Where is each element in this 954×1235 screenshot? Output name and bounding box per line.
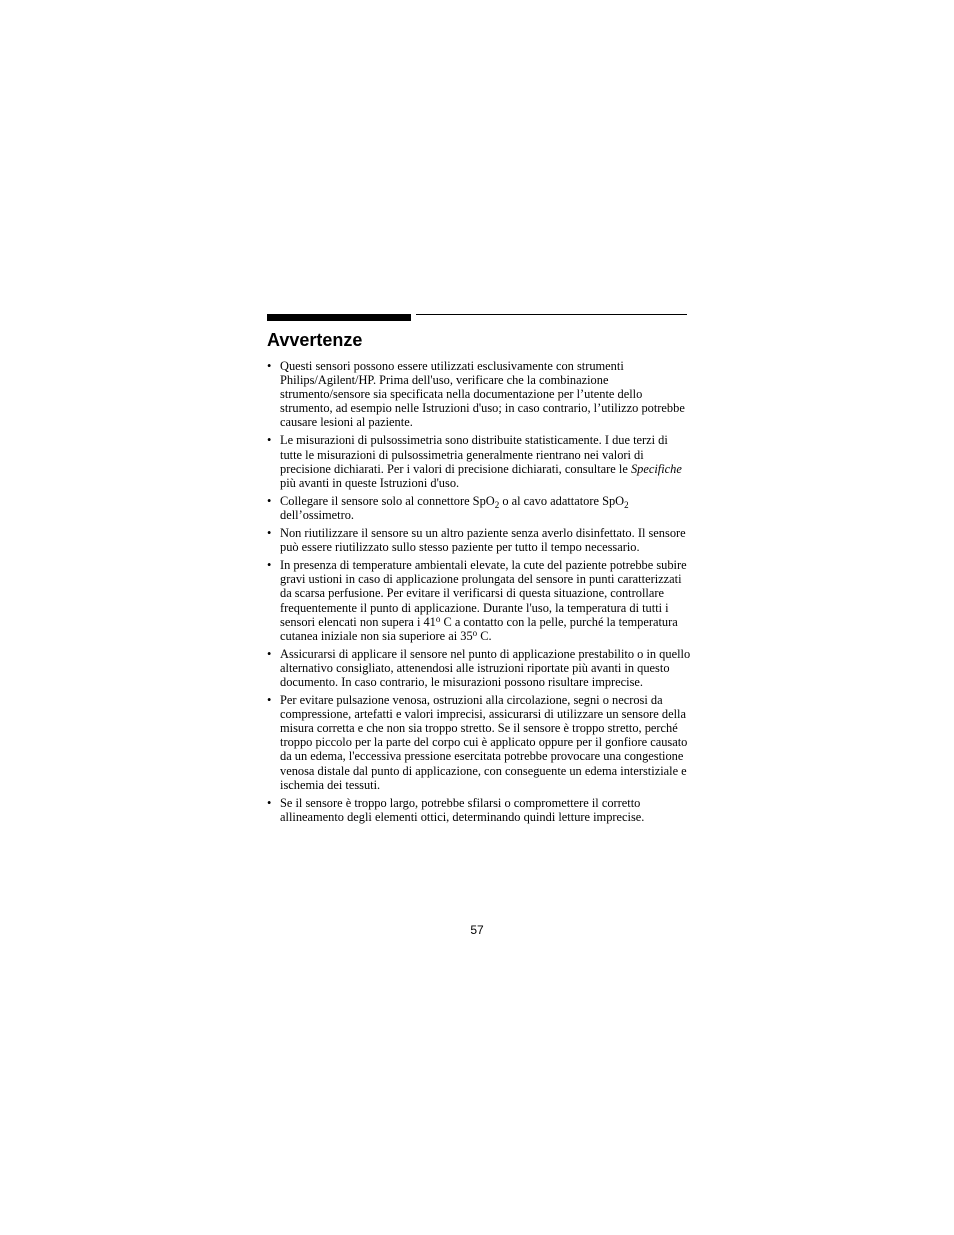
list-item: • Non riutilizzare il sensore su un altro paziente senza averlo disinfettato. Il sensore può essere riutilizzato sullo stesso paziente per tutto il tempo necessario.	[267, 526, 692, 554]
warnings-list	[267, 359, 692, 828]
item-text: o al cavo adattatore SpO	[499, 493, 625, 508]
list-item: • Se il sensore è troppo largo, potrebbe sfilarsi o compromettere il corretto allineamento degli elementi ottici, determinando quindi letture imprecise.	[267, 796, 692, 824]
item-emphasis: Specifiche	[630, 461, 682, 476]
list-item: • Per evitare pulsazione venosa, ostruzioni alla circolazione, segni o necrosi da compressione, artefatti e valori imprecisi, assicurarsi di utilizzare un sensore della misura corretta e che non sia troppo stretto. Se il sensore è troppo stretto, perché troppo piccolo per la parte del corpo cui è applicato oppure per il gonfiore causato da un edema, l'eccessiva pressione esercitata potrebbe provocare una congestione venosa distale dal punto di applicazione, con conseguente un edema interstiziale e ischemia dei tessuti.	[267, 693, 692, 792]
list-item	[267, 433, 692, 489]
item-text: C.	[477, 628, 492, 643]
superscript: o	[472, 627, 478, 638]
item-text: più avanti in queste Istruzioni d'uso.	[280, 475, 460, 490]
item-text: In presenza di temperature ambientali elevate, la cute del paziente potrebbe subire gravi ustioni in caso di applicazione prolungata del sensore in punti caratterizzati da scarsa perfusione. Per evitare il verificarsi di questa situazione, controllare frequentemente il punto di applicazione. Durante l'uso, la temperatura di tutti i sensori elencati non supera i 41	[280, 558, 687, 629]
heading-rule-thick	[267, 314, 411, 321]
item-text: Le misurazioni di pulsossimetria sono distribuite statisticamente. I due terzi di tutte le misurazioni di pulsossimetria generalmente rientrano nei valori di precisione dichiarati. Per i valori di precisione dichiarati, consultare le	[280, 433, 668, 476]
superscript: o	[435, 613, 441, 624]
item-text: dell’ossimetro.	[280, 507, 354, 522]
heading-rule-thin	[416, 314, 687, 315]
subscript: 2	[494, 499, 500, 510]
list-item: • Questi sensori possono essere utilizzati esclusivamente con strumenti Philips/Agilent/HP. Prima dell'uso, verificare che la combinazione strumento/sensore sia specificata nella documentazione per l’utente dello strumento, ad esempio nelle Istruzioni d'uso; in caso contrario, l’utilizzo potrebbe causare lesioni al paziente.	[267, 359, 692, 429]
item-text: C a contatto con la pelle, purché la temperatura cutanea iniziale non sia superiore ai 35	[280, 614, 678, 643]
list-item: • Assicurarsi di applicare il sensore nel punto di applicazione prestabilito o in quello alternativo consigliato, attenendosi alle istruzioni riportate più avanti in questo documento. In caso contrario, le misurazioni possono risultare imprecise.	[267, 647, 692, 689]
subscript: 2	[624, 499, 629, 510]
list-item	[267, 494, 692, 522]
page-number: 57	[470, 923, 484, 937]
section-title: Avvertenze	[267, 330, 363, 350]
list-item	[267, 558, 692, 643]
item-text: Collegare il sensore solo al connettore SpO	[280, 493, 495, 508]
